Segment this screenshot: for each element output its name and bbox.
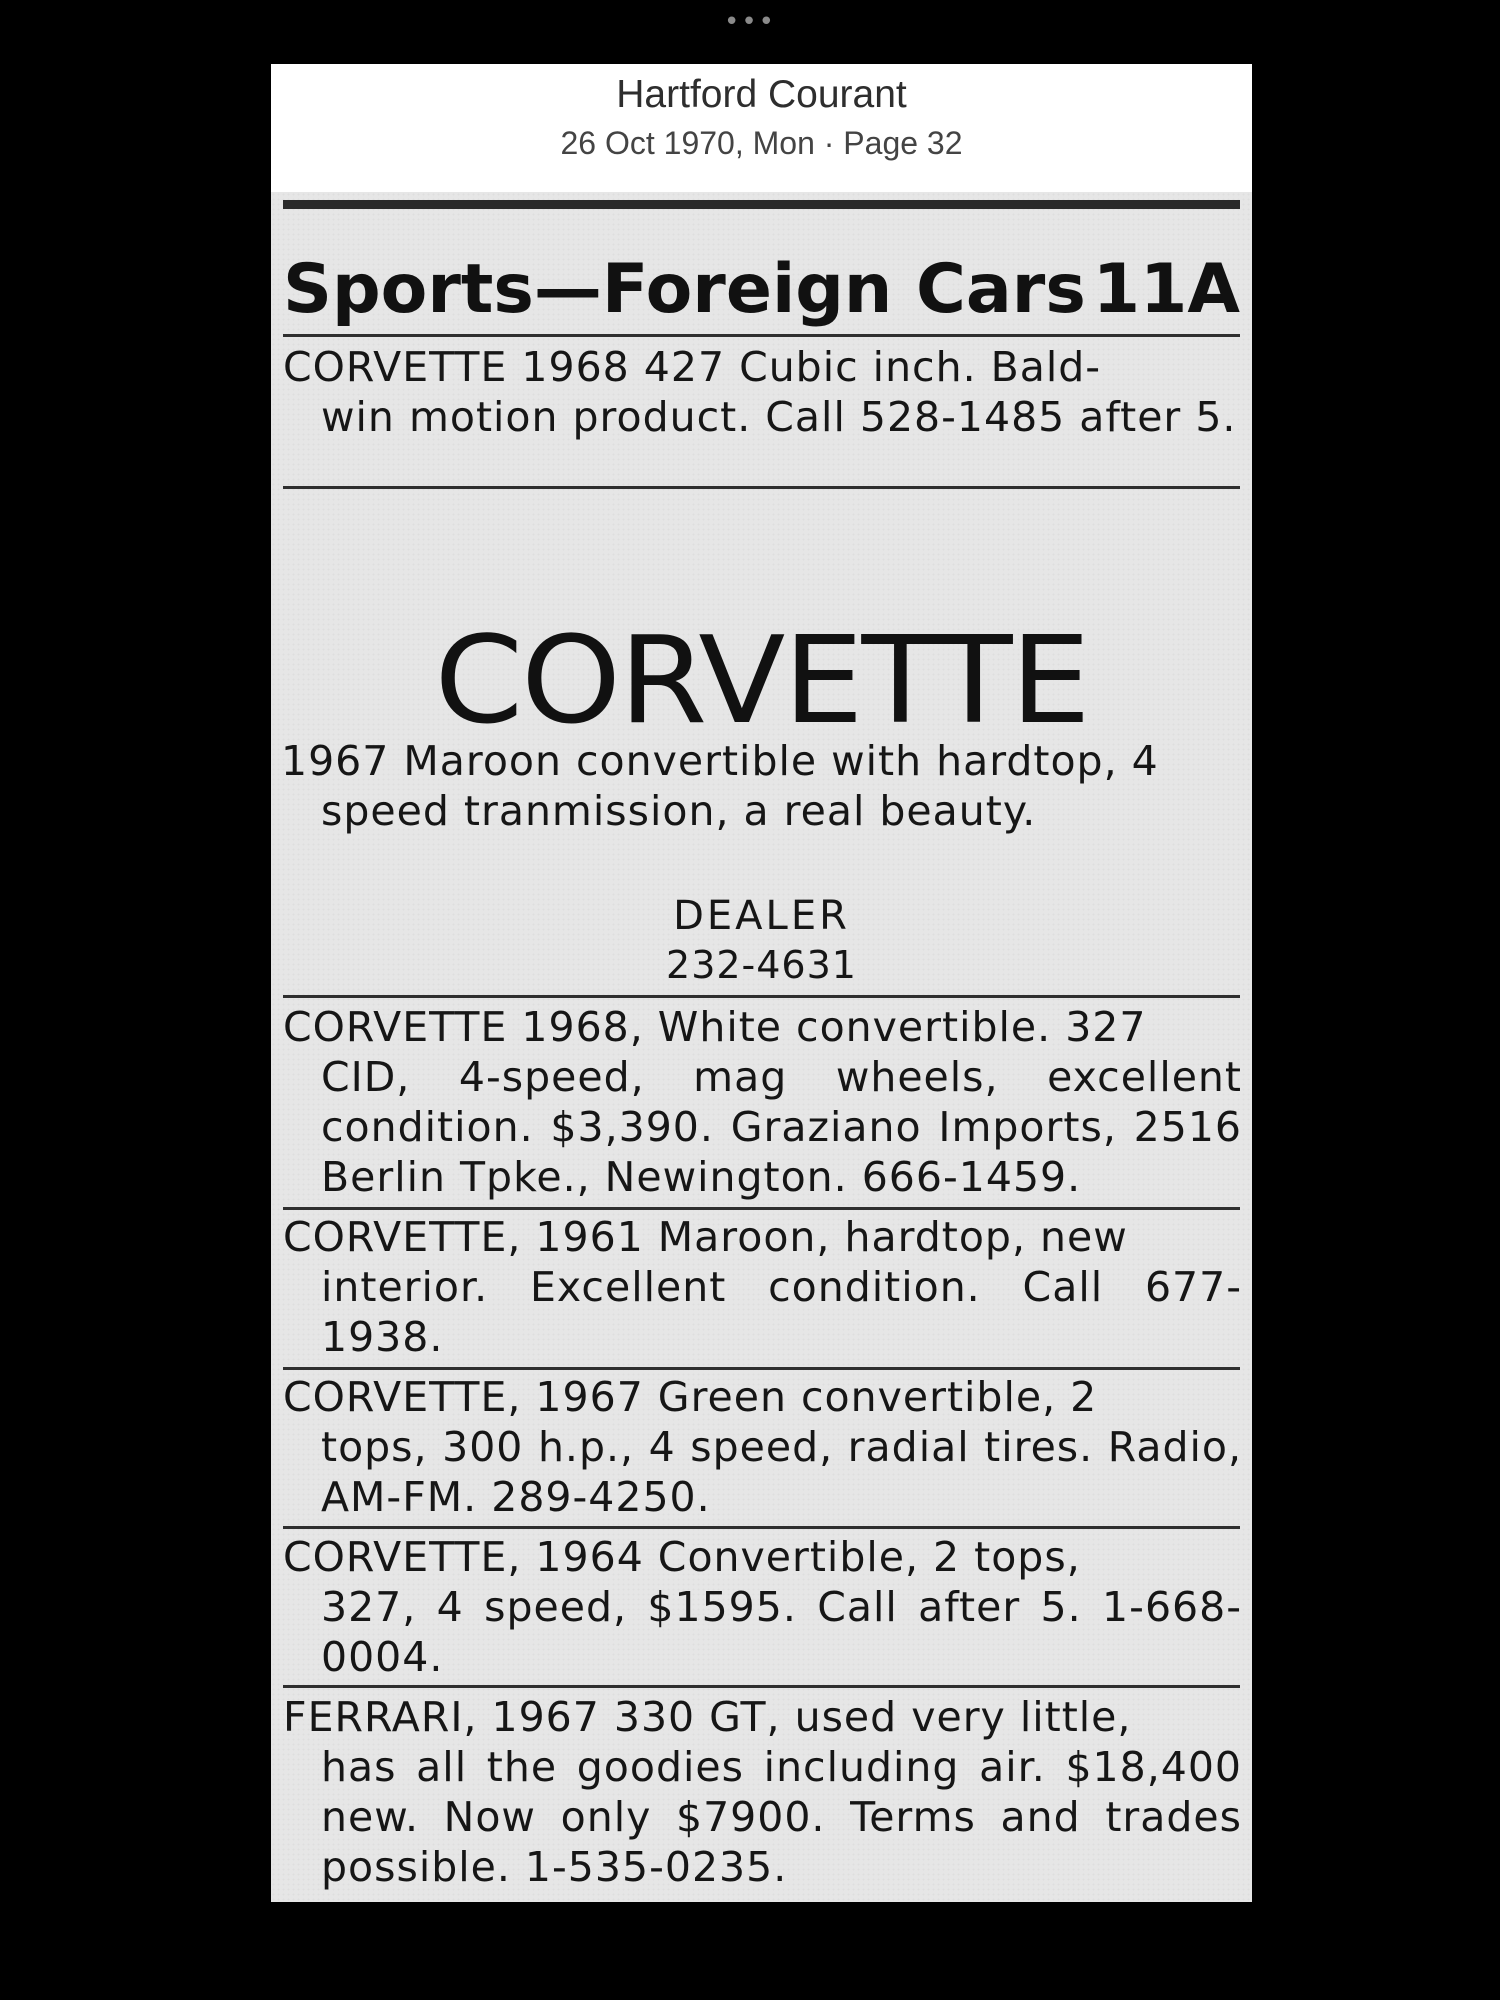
- display-ad-first-line: 1967 Maroon convertible with hardtop, 4: [281, 737, 1159, 785]
- ad-rule: [283, 486, 1240, 489]
- dealer-label: DEALER: [673, 893, 850, 939]
- ad-first-line: CORVETTE, 1964 Convertible, 2 tops,: [283, 1533, 1081, 1581]
- section-title: Sports—Foreign Cars: [283, 250, 1086, 329]
- display-ad-headline: CORVETTE: [434, 612, 1089, 751]
- clipping-header: [271, 64, 1252, 192]
- ad-body: tops, 300 h.p., 4 speed, radial tires. Radio, AM-FM. 289-4250.: [321, 1423, 1242, 1521]
- classified-ad: [283, 1532, 1242, 1682]
- publication-title: Hartford Courant: [616, 73, 907, 116]
- ad-rule: [283, 1685, 1240, 1688]
- ad-rule: [283, 1207, 1240, 1210]
- newspaper-clipping: [271, 192, 1252, 1902]
- ad-rule: [283, 1526, 1240, 1529]
- ad-first-line: FERRARI, 1967 330 GT, used very little,: [283, 1693, 1132, 1741]
- ad-first-line: CORVETTE 1968 427 Cubic inch. Bald-: [283, 343, 1102, 391]
- ad-body: has all the goodies including air. $18,400 new. Now only $7900. Terms and trades possible. 1-535-0235.: [321, 1743, 1242, 1891]
- ad-body: win motion product. Call 528-1485 after 5.: [321, 393, 1237, 441]
- ad-first-line: CORVETTE 1968, White convertible. 327: [283, 1003, 1147, 1051]
- section-code: 11A: [1092, 250, 1240, 329]
- section-heading: [283, 250, 1240, 330]
- classified-ad: [283, 1372, 1242, 1522]
- classified-ad: [283, 1212, 1242, 1362]
- top-rule: [283, 200, 1240, 209]
- clipping-card: [271, 64, 1252, 1902]
- ad-rule: [283, 995, 1240, 998]
- classified-ad: [283, 1692, 1242, 1892]
- display-ad-rest: speed tranmission, a real beauty.: [321, 787, 1037, 835]
- ad-rule: [283, 1367, 1240, 1370]
- classified-ad: [283, 342, 1242, 442]
- display-ad-body: [281, 736, 1242, 836]
- ad-first-line: CORVETTE, 1967 Green convertible, 2: [283, 1373, 1098, 1421]
- dealer-phone: 232-4631: [666, 943, 857, 987]
- more-dots-icon[interactable]: •••: [723, 7, 776, 37]
- ad-body: CID, 4-speed, mag wheels, excellent condition. $3,390. Graziano Imports, 2516 Berlin Tpke., Newington. 666-1459.: [321, 1053, 1242, 1201]
- ad-first-line: CORVETTE, 1961 Maroon, hardtop, new: [283, 1213, 1128, 1261]
- classified-ad: [283, 1002, 1242, 1202]
- ad-body: interior. Excellent condition. Call 677-1938.: [321, 1263, 1242, 1361]
- ad-body: 327, 4 speed, $1595. Call after 5. 1-668-0004.: [321, 1583, 1242, 1681]
- publication-dateline: 26 Oct 1970, Mon · Page 32: [560, 125, 963, 161]
- section-rule: [283, 334, 1240, 337]
